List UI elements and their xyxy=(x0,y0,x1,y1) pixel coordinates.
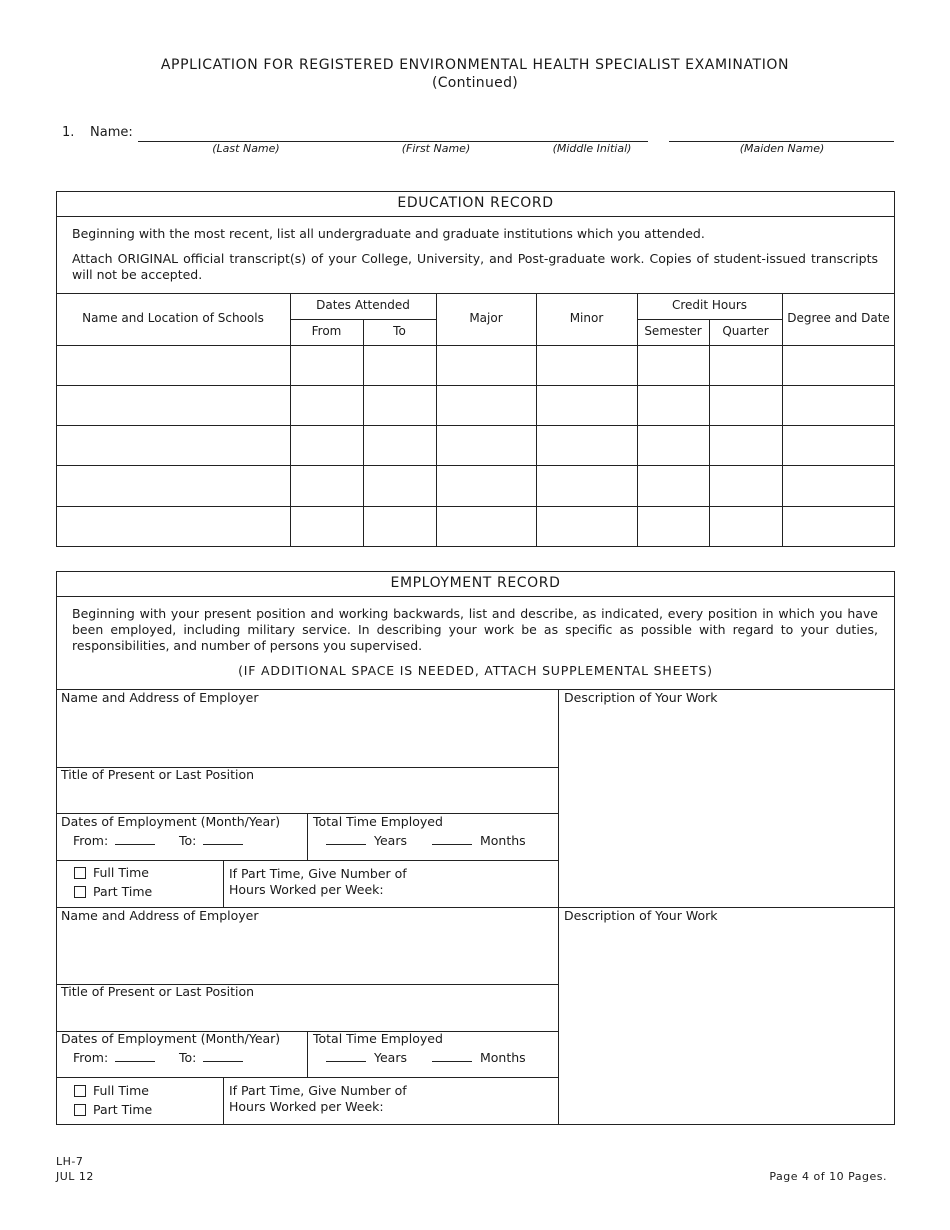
to-1-field[interactable] xyxy=(203,834,243,845)
table-row[interactable] xyxy=(56,385,895,386)
column-line xyxy=(536,293,537,547)
total-1-label: Total Time Employed xyxy=(313,814,443,829)
employment-heading: EMPLOYMENT RECORD xyxy=(390,575,561,591)
from-1-label: From: xyxy=(73,833,109,848)
divider xyxy=(56,1077,558,1078)
column-line xyxy=(709,319,710,547)
column-line xyxy=(363,319,364,547)
description-2-label: Description of Your Work xyxy=(564,908,718,923)
form-subtitle: (Continued) xyxy=(431,75,519,91)
employment-instruction: Beginning with your present position and working backwards, list and describe, as indicated, every position in which you have been employed, including military service. In describing your work be as specific as possible with regard to your duties, responsibilities, and number of persons you supervised. xyxy=(72,606,878,653)
employer-1-label: Name and Address of Employer xyxy=(61,690,259,705)
divider xyxy=(56,345,895,346)
hours-1-field[interactable] xyxy=(390,881,550,901)
description-1-label: Description of Your Work xyxy=(564,690,718,705)
column-line xyxy=(307,1031,308,1077)
divider xyxy=(290,319,436,320)
column-line xyxy=(223,1077,224,1125)
dates-2-label: Dates of Employment (Month/Year) xyxy=(61,1031,281,1046)
position-2-field[interactable] xyxy=(60,1002,555,1028)
divider xyxy=(56,860,558,861)
hours-2-label-b: Hours Worked per Week: xyxy=(229,1099,384,1114)
education-instruction-1: Beginning with the most recent, list all undergraduate and graduate institutions which you attended. xyxy=(72,226,705,241)
dates-1-label: Dates of Employment (Month/Year) xyxy=(61,814,281,829)
from-2-field[interactable] xyxy=(115,1051,155,1062)
table-row[interactable] xyxy=(56,506,895,507)
part-time-1-checkbox[interactable] xyxy=(74,886,86,898)
col-from-header: From xyxy=(311,324,342,338)
form-title: APPLICATION FOR REGISTERED ENVIRONMENTAL HEALTH SPECIALIST EXAMINATION xyxy=(160,57,790,73)
full-time-1-checkbox[interactable] xyxy=(74,867,86,879)
column-line xyxy=(307,813,308,860)
years-2-field[interactable] xyxy=(326,1051,366,1062)
name-label: Name: xyxy=(90,125,133,140)
years-1-field[interactable] xyxy=(326,834,366,845)
education-instruction-2: Attach ORIGINAL official transcript(s) of your College, University, and Post-graduate work. Copies of student-issued transcripts will not be accepted. xyxy=(72,251,878,282)
column-line xyxy=(782,293,783,547)
education-heading: EDUCATION RECORD xyxy=(397,195,554,211)
years-1-label: Years xyxy=(374,833,407,848)
education-record-table xyxy=(56,191,895,547)
months-2-field[interactable] xyxy=(432,1051,472,1062)
col-school-header: Name and Location of Schools xyxy=(82,311,264,325)
months-1-field[interactable] xyxy=(432,834,472,845)
description-1-field[interactable] xyxy=(564,706,892,904)
months-2-label: Months xyxy=(480,1050,526,1065)
months-1-label: Months xyxy=(480,833,526,848)
maiden-name-caption: (Maiden Name) xyxy=(739,142,825,155)
col-to-header: To xyxy=(393,324,406,338)
divider xyxy=(637,319,782,320)
column-line xyxy=(223,860,224,907)
total-2-label: Total Time Employed xyxy=(313,1031,443,1046)
position-1-field[interactable] xyxy=(60,785,555,811)
from-2-label: From: xyxy=(73,1050,109,1065)
hours-2-field[interactable] xyxy=(390,1098,550,1118)
col-major-header: Major xyxy=(469,311,503,325)
divider xyxy=(56,293,895,294)
col-credit-header: Credit Hours xyxy=(671,298,748,312)
part-time-2-label: Part Time xyxy=(93,1102,153,1117)
position-2-label: Title of Present or Last Position xyxy=(61,984,255,999)
form-date: JUL 12 xyxy=(56,1170,94,1183)
from-1-field[interactable] xyxy=(115,834,155,845)
part-time-2-checkbox[interactable] xyxy=(74,1104,86,1116)
description-2-field[interactable] xyxy=(564,924,892,1120)
form-id: LH-7 xyxy=(56,1155,84,1168)
employer-2-label: Name and Address of Employer xyxy=(61,908,259,923)
col-quarter-header: Quarter xyxy=(722,324,769,338)
employer-1-field[interactable] xyxy=(60,708,555,764)
divider xyxy=(56,596,895,597)
hours-2-label-a: If Part Time, Give Number of xyxy=(229,1083,407,1098)
full-time-1-label: Full Time xyxy=(93,865,149,880)
middle-initial-caption: (Middle Initial) xyxy=(552,142,632,155)
to-2-label: To: xyxy=(179,1050,197,1065)
full-time-2-checkbox[interactable] xyxy=(74,1085,86,1097)
part-time-1-label: Part Time xyxy=(93,884,153,899)
table-row[interactable] xyxy=(56,465,895,466)
hours-1-label-b: Hours Worked per Week: xyxy=(229,882,384,897)
table-row[interactable] xyxy=(56,425,895,426)
page-number: Page 4 of 10 Pages. xyxy=(769,1170,887,1183)
col-degree-header: Degree and Date xyxy=(787,311,890,325)
col-minor-header: Minor xyxy=(569,311,604,325)
supplemental-note: (IF ADDITIONAL SPACE IS NEEDED, ATTACH SUPPLEMENTAL SHEETS) xyxy=(238,663,713,678)
divider xyxy=(56,216,895,217)
employer-2-field[interactable] xyxy=(60,926,555,982)
to-1-label: To: xyxy=(179,833,197,848)
full-time-2-label: Full Time xyxy=(93,1083,149,1098)
years-2-label: Years xyxy=(374,1050,407,1065)
column-line xyxy=(436,293,437,547)
position-1-label: Title of Present or Last Position xyxy=(61,767,255,782)
col-semester-header: Semester xyxy=(644,324,702,338)
col-dates-header: Dates Attended xyxy=(316,298,410,312)
to-2-field[interactable] xyxy=(203,1051,243,1062)
name-number: 1. xyxy=(62,125,75,140)
first-name-caption: (First Name) xyxy=(401,142,471,155)
hours-1-label-a: If Part Time, Give Number of xyxy=(229,866,407,881)
last-name-caption: (Last Name) xyxy=(212,142,280,155)
